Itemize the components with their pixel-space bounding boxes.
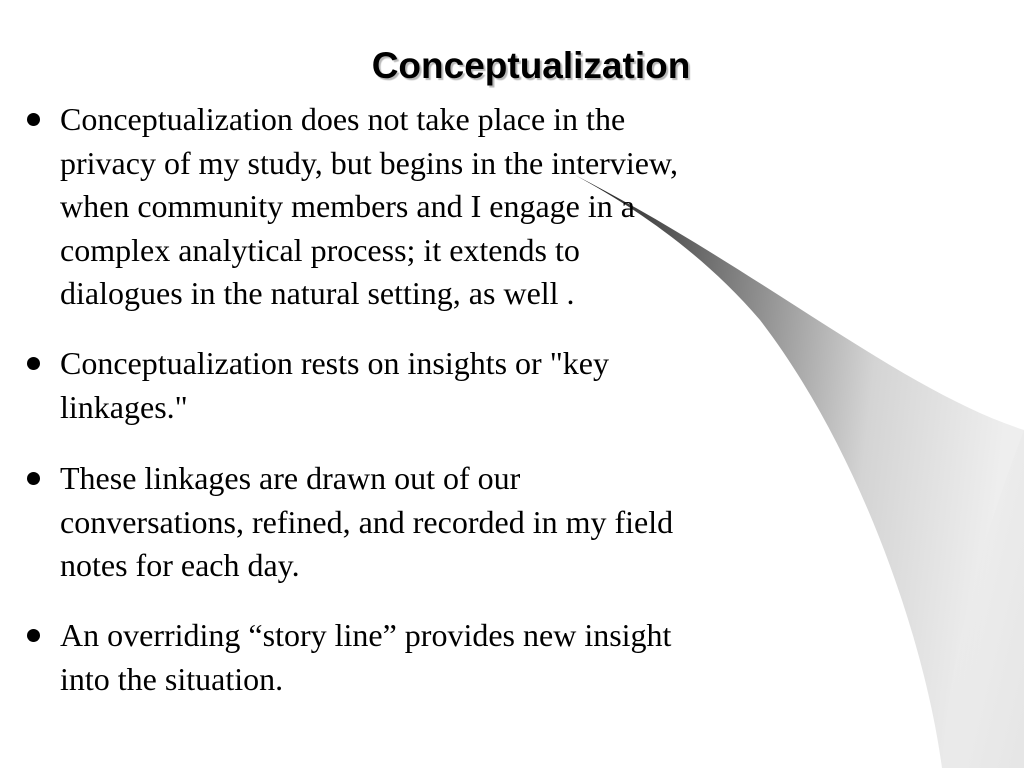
bullet-dot-icon [27, 113, 40, 126]
bullet-line: Conceptualization rests on insights or "key [60, 345, 609, 381]
bullet-line: privacy of my study, but begins in the interview, [60, 144, 678, 181]
bullet-dot-icon [27, 629, 40, 642]
bullet-text [60, 614, 880, 701]
bullet-line: notes for each day. [60, 547, 300, 583]
bullet-line: when community members and I engage in a [60, 188, 635, 224]
bullet-line: These linkages are drawn out of our [60, 460, 521, 496]
bullet-line: Conceptualization does not take place in the [60, 101, 626, 137]
bullet-text [60, 98, 880, 316]
bullet-line: into the situation. [60, 660, 284, 697]
slide-title: Conceptualization [371, 45, 691, 86]
bullet-line: complex analytical process; it extends to [60, 231, 580, 268]
bullet-line: dialogues in the natural setting, as well . [60, 275, 575, 311]
bullet-dot-icon [27, 357, 40, 370]
bullet-text [60, 342, 880, 429]
bullet-text [60, 457, 880, 588]
bullet-line: linkages." [60, 388, 188, 425]
bullet-line: An overriding “story line” provides new insight [60, 617, 672, 653]
bullet-line: conversations, refined, and recorded in my field [60, 503, 674, 540]
bullet-dot-icon [27, 472, 40, 485]
